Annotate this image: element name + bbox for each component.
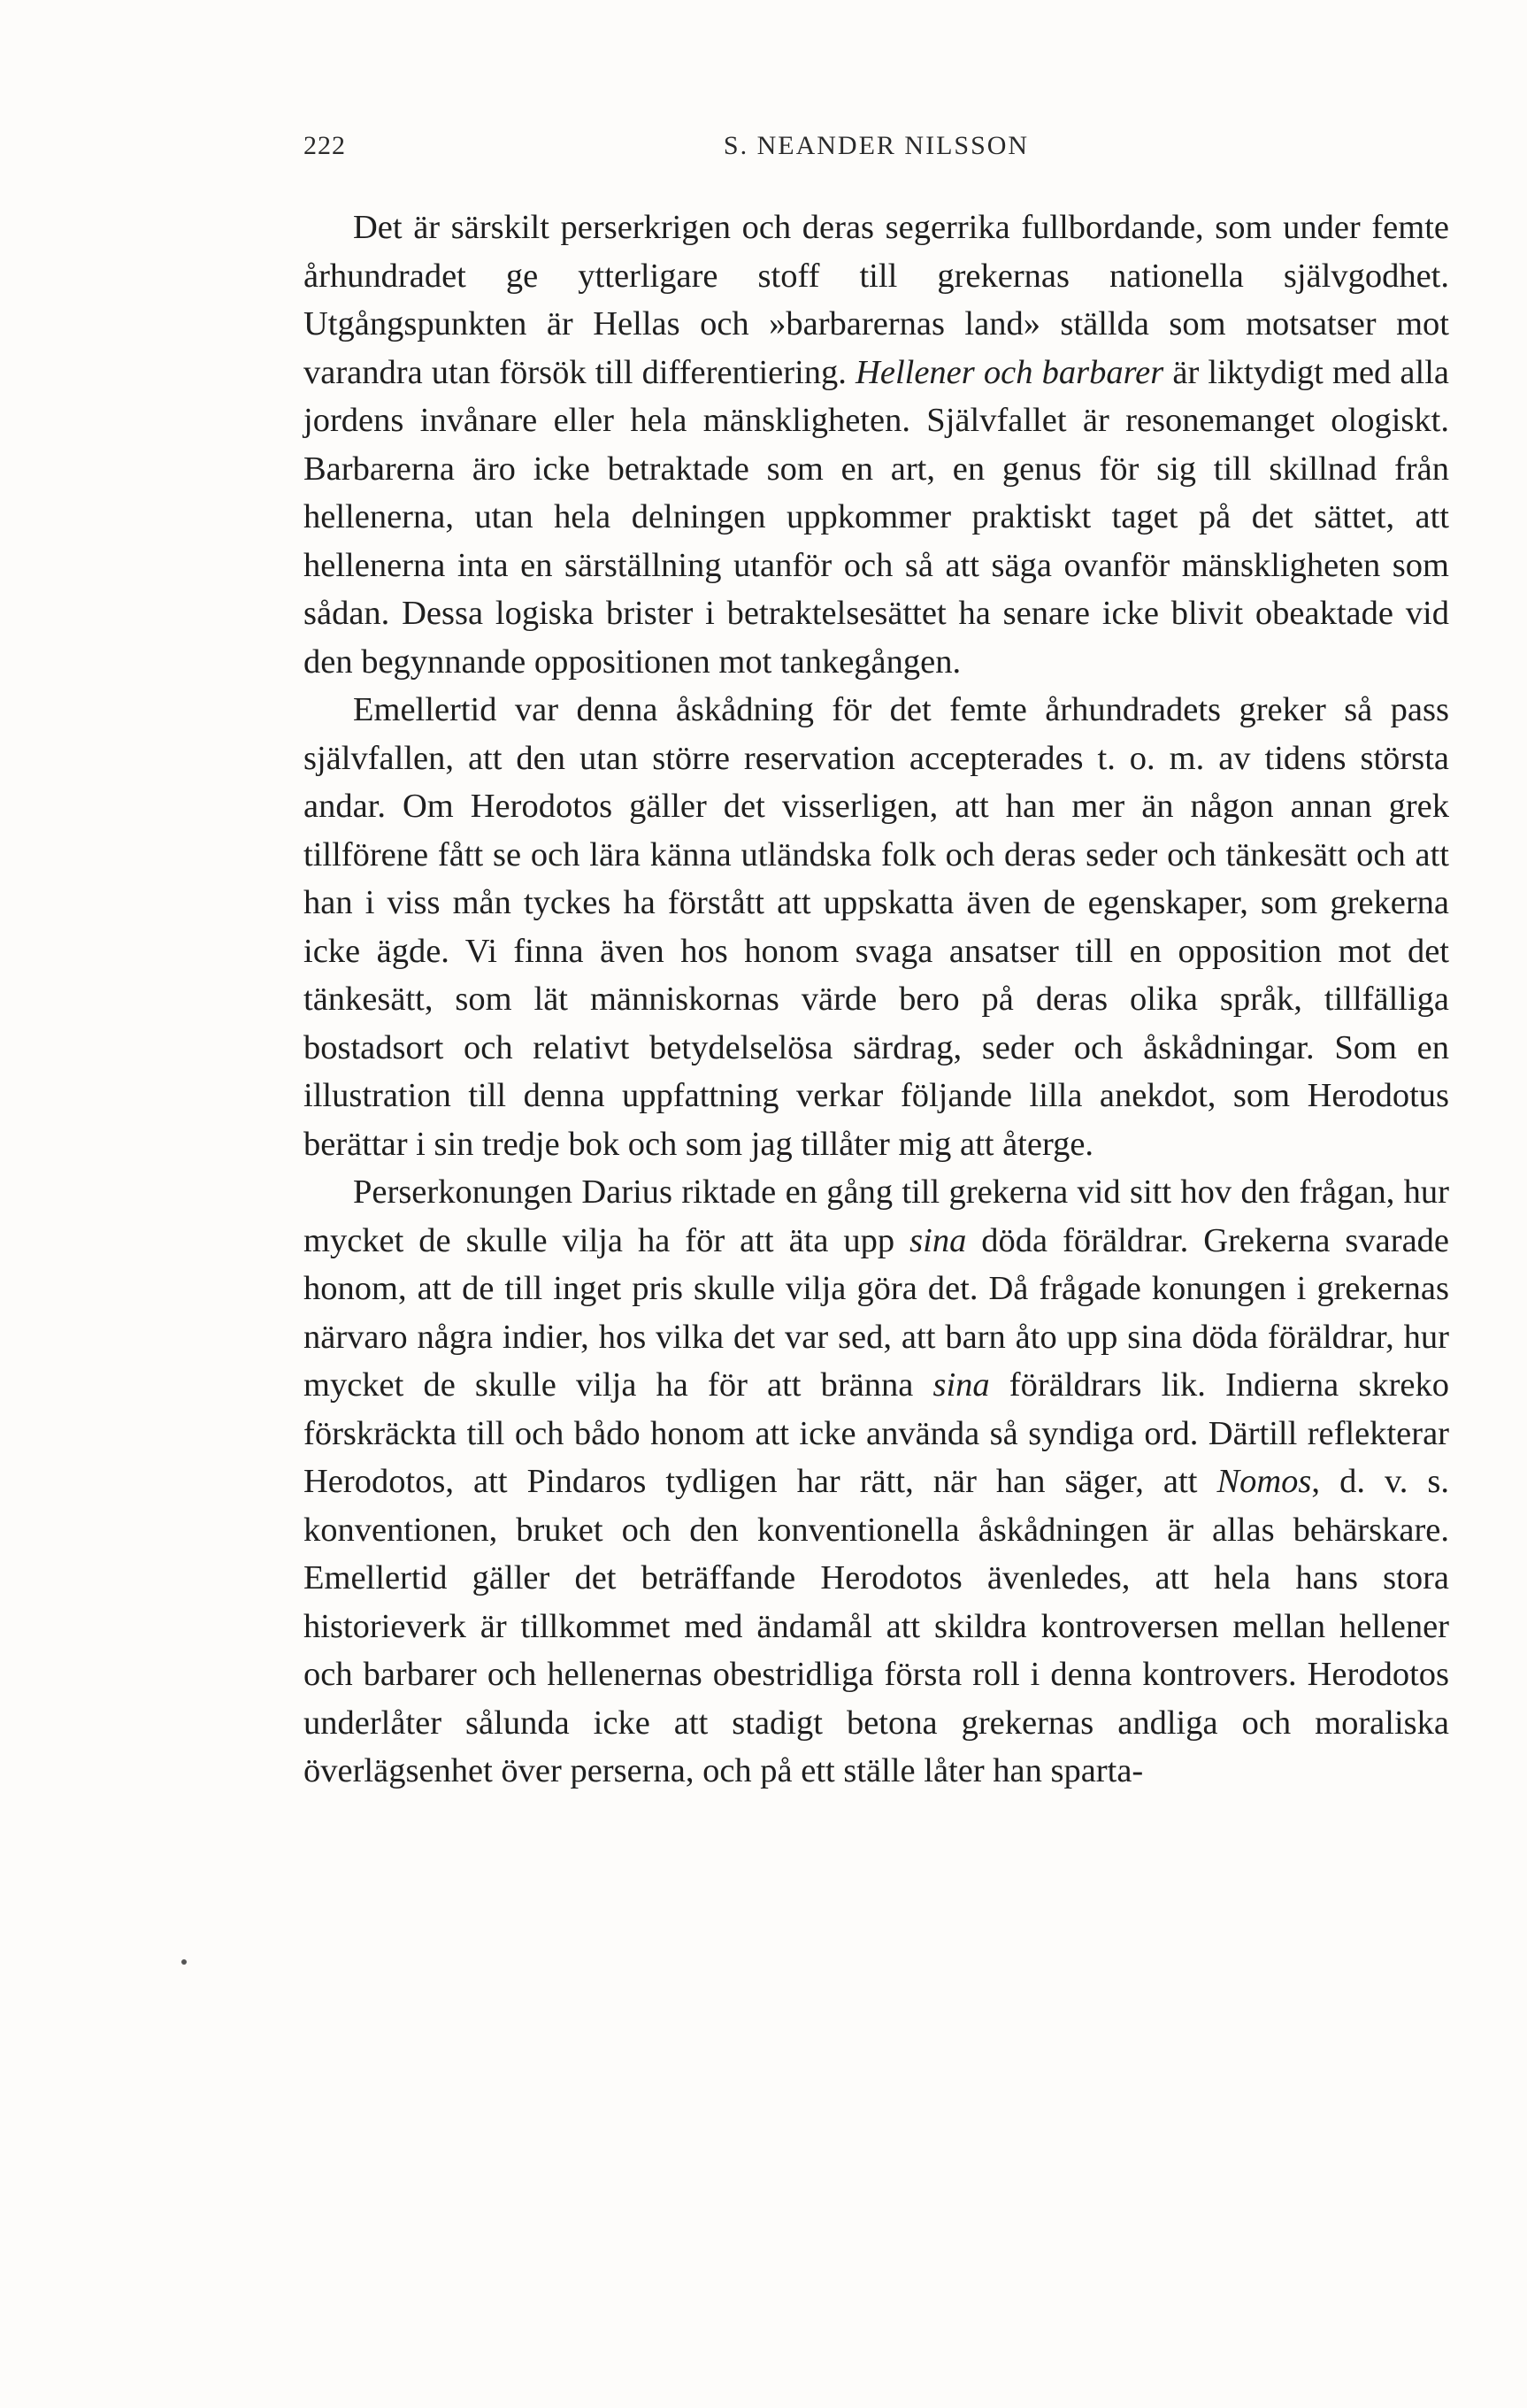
page-header <box>303 131 1449 175</box>
text-segment: döda föräldrar. Grekerna svarade honom, att de till inget pris skulle vilja göra det. Då frågade konungen i grekernas närvaro några indier, hos vilka det var sed, att barn åto upp sina döda föräldrar, hur mycket de skulle vilja ha för att bränna <box>303 1221 1449 1404</box>
paragraph-1 <box>303 204 1449 686</box>
running-head: S. NEANDER NILSSON <box>723 131 1030 160</box>
body-text <box>303 204 1449 1796</box>
text-segment: Emellertid var denna åskådning för det femte århundradets greker så pass självfallen, att den utan större reservation accepterades t. o. m. av tidens största andar. Om Herodotos gäller det visserligen, att han mer än någon annan grek tillförene fått se och lära känna utländska folk och deras seder och tänkesätt och att han i viss mån tyckes ha förstått att uppskatta även de egenskaper, som grekerna icke ägde. Vi finna även hos honom svaga ansatser till en opposition mot det tänkesätt, som lät människornas värde bero på deras olika språk, tillfälliga bostadsort och relativt betydelselösa särdrag, seder och åskådningar. Som en illustration till denna uppfattning verkar följande lilla anekdot, som Herodotus berättar i sin tredje bok och som jag tillåter mig att återge. <box>303 691 1449 1163</box>
italic-text-segment: Hellener och barbarer <box>856 353 1164 391</box>
text-segment: Perserkonungen Darius riktade en gång till grekerna vid sitt hov den frågan, hur mycket de skulle vilja ha för att äta upp <box>303 1173 1449 1259</box>
text-segment: föräldrars lik. Indierna skreko förskräckta till och bådo honom att icke använda så syndiga ord. Därtill reflekterar Herodotos, att Pindaros tydligen har rätt, när han säger, att <box>303 1366 1449 1500</box>
margin-mark <box>181 1959 187 1965</box>
text-segment: Det är särskilt perserkrigen och deras segerrika fullbordande, som under femte århundradet ge ytterligare stoff till grekernas nationella självgodhet. Utgångspunkten är Hellas och »barbarernas land» ställda som motsatser mot varandra utan försök till differentiering. <box>303 209 1449 391</box>
italic-text-segment: Nomos <box>1216 1463 1312 1500</box>
paragraph-3 <box>303 1168 1449 1796</box>
italic-text-segment: sina <box>932 1366 990 1404</box>
italic-text-segment: sina <box>909 1221 967 1259</box>
page-number: 222 <box>303 131 346 160</box>
paragraph-2 <box>303 686 1449 1168</box>
text-segment: är liktydigt med alla jordens invånare eller hela mänskligheten. Självfallet är resonemanget ologiskt. Barbarerna äro icke betraktade som en art, en genus för sig till skillnad från hellenerna, utan hela delningen uppkommer praktiskt taget på det sättet, att hellenerna inta en särställning utanför och så att säga ovanför mänskligheten som sådan. Dessa logiska brister i betraktelsesättet ha senare icke blivit obeaktade vid den begynnande oppositionen mot tankegången. <box>303 353 1450 681</box>
text-segment: , d. v. s. konventionen, bruket och den konventionella åskådningen är allas behärskare. Emellertid gäller det beträffande Herodotos ävenledes, att hela hans stora historieverk är tillkommet med ändamål att skildra kontroversen mellan hellener och barbarer och hellenernas obestridliga första roll i denna kontrovers. Herodotos underlåter sålunda icke att stadigt betona grekernas andliga och moraliska överlägsenhet över perserna, och på ett ställe låter han sparta- <box>303 1463 1450 1789</box>
